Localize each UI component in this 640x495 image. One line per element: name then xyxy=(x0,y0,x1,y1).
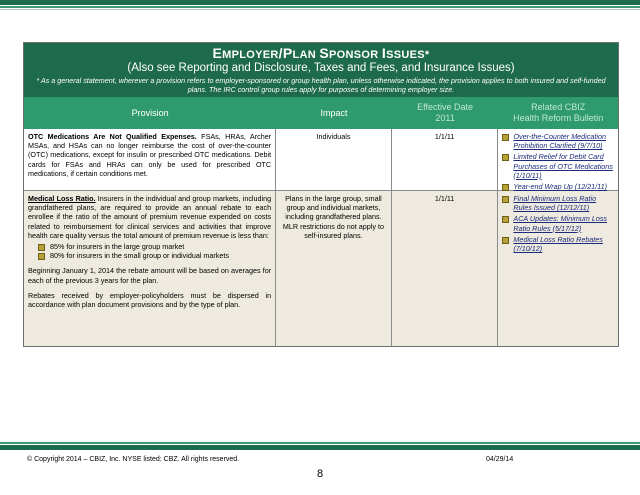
general-note: * As a general statement, wherever a provision refers to employer-sponsored or group health plan, unless otherwise indicated, the provision applies to both insured and self-funded plans. The IRC control group rules apply for purposes of determining employer size. xyxy=(36,76,606,94)
list-item: 80% for insurers in the small group or individual markets xyxy=(38,251,271,260)
effective-date-cell: 1/1/11 xyxy=(392,129,499,190)
square-bullet-icon xyxy=(502,216,509,223)
provision-cell: OTC Medications Are Not Qualified Expenses. FSAs, HRAs, Archer MSAs, and HSAs can no longer reimburse the cost of over-the-counter (OTC) medications, except for insulin or prescribed OTC medications. Debit cards for FSAs and HRAs can only be used for prescribed OTC medications, if certain conditions met. xyxy=(24,129,276,190)
top-rule-dark xyxy=(0,0,640,5)
page-number: 8 xyxy=(316,468,324,480)
square-bullet-icon xyxy=(38,244,45,251)
square-bullet-icon xyxy=(502,184,509,191)
list-item: 85% for insurers in the large group market xyxy=(38,242,271,251)
column-header-impact: Impact xyxy=(320,107,348,118)
impact-cell: Plans in the large group, small group and individual markets, including grandfathered plans. MLR restrictions do not apply to self-insured plans. xyxy=(276,191,392,346)
impact-cell: Individuals xyxy=(276,129,392,190)
effective-date-cell: 1/1/11 xyxy=(392,191,499,346)
bulletin-link[interactable]: Over-the-Counter Medication Prohibition Clarified (9/7/10) xyxy=(502,132,614,150)
bulletin-link[interactable]: Final Minimum Loss Ratio Rules Issued (12/12/11) xyxy=(502,194,614,212)
table-row xyxy=(24,129,618,191)
table-row xyxy=(24,191,618,346)
square-bullet-icon xyxy=(38,253,45,260)
bulletin-link[interactable]: ACA Updates: Minimum Loss Ratio Rules (5/17/12) xyxy=(502,214,614,232)
top-rule-mid xyxy=(0,6,640,8)
top-rule-light xyxy=(0,9,640,10)
threshold-list xyxy=(38,242,271,260)
related-bulletins-cell xyxy=(498,129,618,190)
bottom-rule-dark xyxy=(0,445,640,450)
provision-cell: Medical Loss Ratio. Insurers in the individual and group markets, including grandfathered plans, are required to provide an annual rebate to each enrollee if the ratio of the amount of premium revenue expended on costs related to reimbursement for clinical services and activities that improve health care quality versus the total amount of premium revenue is less than: 85% for insurers in the large group market 80% for insurers in the small group or individual markets Beginning January 1, 2014 the rebate amount will be based on averages for each of the previous 3 years for the plan. Rebates received by employer-policyholders must be dispersed in accordance with plan document provisions and by the type of plan. xyxy=(24,191,276,346)
footer-date: 04/29/14 xyxy=(486,456,514,463)
related-bulletins-cell xyxy=(498,191,618,346)
provision-paragraph: Rebates received by employer-policyholders must be dispersed in accordance with plan document provisions and by the type of plan. xyxy=(28,290,272,310)
copyright-text: © Copyright 2014 – CBIZ, Inc. NYSE listed: CBZ. All rights reserved. xyxy=(27,456,240,463)
square-bullet-icon xyxy=(502,154,509,161)
column-header-row xyxy=(24,97,618,129)
bulletin-link[interactable]: Medical Loss Ratio Rebates (7/10/12) xyxy=(502,235,614,253)
bottom-rule-mid xyxy=(0,442,640,444)
page-subtitle: (Also see Reporting and Disclosure, Taxes and Fees, and Insurance Issues) xyxy=(127,62,515,74)
bulletin-link[interactable]: Limited Relief for Debit Card Purchases of OTC Medications (1/10/11) xyxy=(502,152,614,180)
column-header-provision: Provision xyxy=(131,107,169,118)
page-title: EMPLOYER/PLAN SPONSOR ISSUES* xyxy=(212,45,430,61)
square-bullet-icon xyxy=(502,134,509,141)
provisions-table xyxy=(23,42,619,347)
square-bullet-icon xyxy=(502,196,509,203)
table-title-box xyxy=(24,43,618,97)
provision-paragraph: Beginning January 1, 2014 the rebate amount will be based on averages for each of the previous 3 years for the plan. xyxy=(28,266,272,285)
column-header-related-bulletin: Related CBIZ Health Reform Bulletin xyxy=(513,102,604,123)
bulletin-link[interactable]: Year-end Wrap Up (12/21/11) xyxy=(502,182,614,191)
square-bullet-icon xyxy=(502,237,509,244)
column-header-effective-date: Effective Date 2011 xyxy=(417,102,474,123)
